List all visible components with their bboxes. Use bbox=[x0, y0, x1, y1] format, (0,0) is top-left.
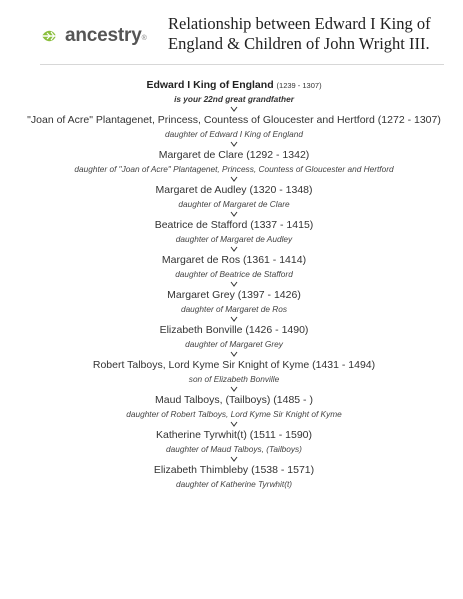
chevron-down-icon bbox=[230, 211, 238, 218]
chain-relation: daughter of Margaret de Ros bbox=[180, 304, 288, 314]
chain-relation: daughter of Edward I King of England bbox=[165, 129, 303, 139]
chain-relation: daughter of Katherine Tyrwhit(t) bbox=[175, 479, 293, 489]
ancestor-name: Edward I King of England bbox=[146, 79, 274, 91]
chain-relation: daughter of Beatrice de Stafford bbox=[175, 269, 293, 279]
chevron-down-icon bbox=[230, 456, 238, 463]
chain-person: Maud Talboys, (Tailboys) (1485 - ) bbox=[155, 394, 313, 406]
trademark-mark: ® bbox=[141, 34, 147, 42]
page-title: Relationship between Edward I King of England & Children of John Wright III. bbox=[168, 14, 431, 53]
header-divider bbox=[40, 64, 444, 65]
logo-text: ancestry bbox=[65, 25, 142, 46]
chain-relation: daughter of Robert Talboys, Lord Kyme Sir Knight of Kyme bbox=[126, 409, 342, 419]
relationship-summary: is your 22nd great grandfather bbox=[174, 94, 294, 104]
first-person bbox=[14, 78, 454, 93]
chain-relation: son of Elizabeth Bonville bbox=[188, 374, 280, 384]
header bbox=[0, 0, 463, 66]
chain-relation: daughter of Margaret de Audley bbox=[175, 234, 293, 244]
relationship-chain bbox=[14, 78, 454, 491]
chevron-down-icon bbox=[230, 176, 238, 183]
chain-person: Katherine Tyrwhit(t) (1511 - 1590) bbox=[155, 429, 313, 441]
chevron-down-icon bbox=[230, 421, 238, 428]
chevron-down-icon bbox=[230, 351, 238, 358]
chain-person: Margaret de Clare (1292 - 1342) bbox=[158, 149, 310, 161]
chain-person: Robert Talboys, Lord Kyme Sir Knight of Kyme (1431 - 1494) bbox=[92, 359, 376, 371]
chevron-down-icon bbox=[230, 316, 238, 323]
chain-person: Elizabeth Thimbleby (1538 - 1571) bbox=[153, 464, 315, 476]
chain-relation: daughter of Margaret Grey bbox=[185, 339, 283, 349]
chain-person: Margaret Grey (1397 - 1426) bbox=[167, 289, 301, 301]
leaf-icon bbox=[40, 25, 62, 47]
ancestor-dates: (1239 - 1307) bbox=[276, 81, 322, 90]
chevron-down-icon bbox=[230, 106, 238, 113]
chevron-down-icon bbox=[230, 281, 238, 288]
chain-person: Margaret de Ros (1361 - 1414) bbox=[161, 254, 307, 266]
chain-person: Beatrice de Stafford (1337 - 1415) bbox=[154, 219, 314, 231]
chain-relation: daughter of "Joan of Acre" Plantagenet, Princess, Countess of Gloucester and Hertford bbox=[74, 164, 394, 174]
chevron-down-icon bbox=[230, 246, 238, 253]
chevron-down-icon bbox=[230, 386, 238, 393]
chain-person: "Joan of Acre" Plantagenet, Princess, Countess of Gloucester and Hertford (1272 - 1307) bbox=[27, 114, 441, 126]
chevron-down-icon bbox=[230, 141, 238, 148]
chain-relation: daughter of Maud Talboys, (Tailboys) bbox=[166, 444, 302, 454]
chain-person: Elizabeth Bonville (1426 - 1490) bbox=[159, 324, 309, 336]
chain-person: Margaret de Audley (1320 - 1348) bbox=[155, 184, 313, 196]
chain-relation: daughter of Margaret de Clare bbox=[178, 199, 290, 209]
ancestry-logo[interactable] bbox=[40, 24, 147, 48]
